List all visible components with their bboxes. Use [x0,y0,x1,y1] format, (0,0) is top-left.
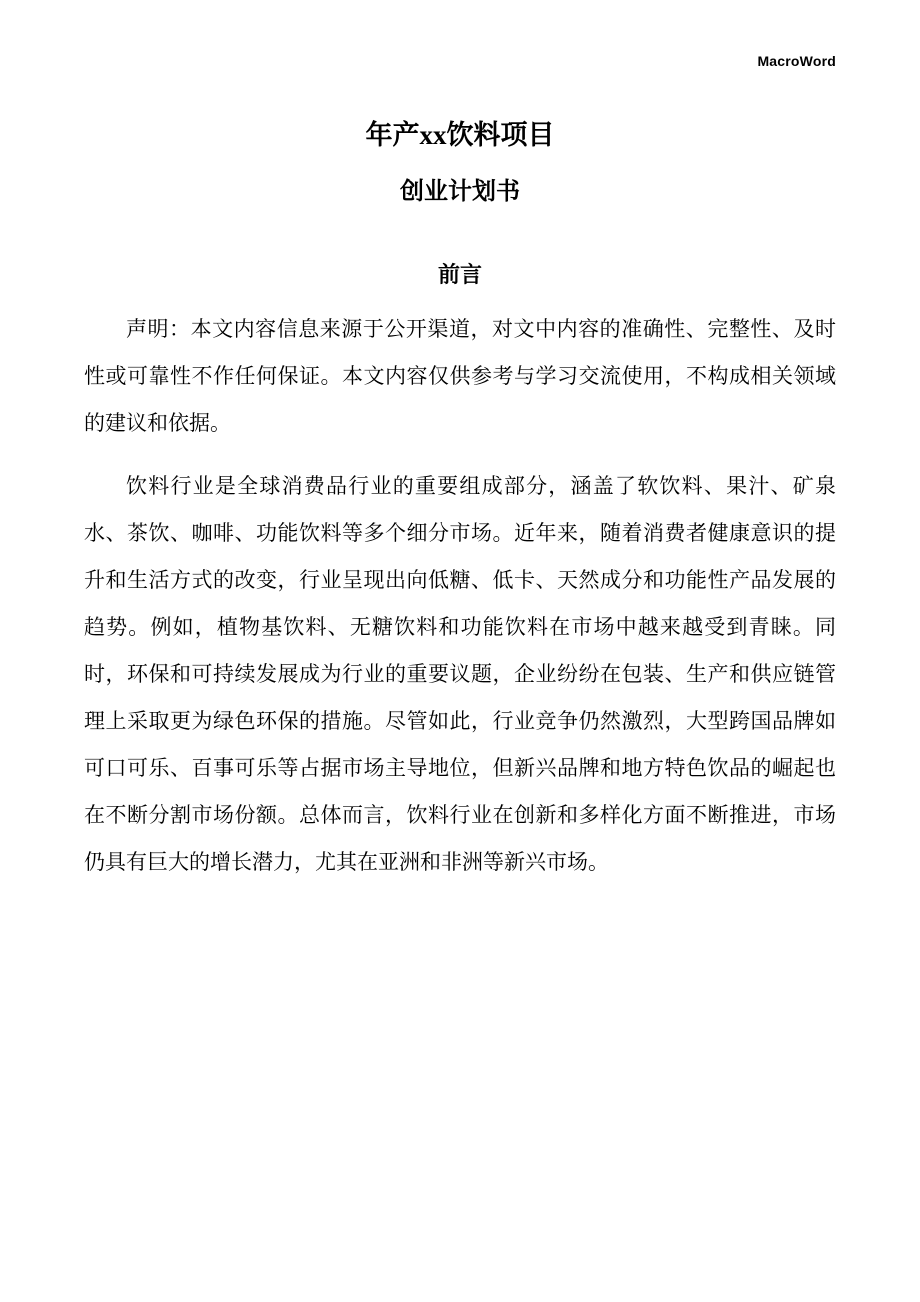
brand-logo-text: MacroWord [757,53,836,69]
paragraph-disclaimer: 声明：本文内容信息来源于公开渠道，对文中内容的准确性、完整性、及时性或可靠性不作任何保证。本文内容仅供参考与学习交流使用，不构成相关领域的建议和依据。 [84,317,836,435]
document-title: 年产xx饮料项目 [365,120,555,150]
section-heading-preface: 前言 [437,262,482,287]
paragraph-industry-overview: 饮料行业是全球消费品行业的重要组成部分，涵盖了软饮料、果汁、矿泉水、茶饮、咖啡、功能饮料等多个细分市场。近年来，随着消费者健康意识的提升和生活方式的改变，行业呈现出向低糖、低卡、天然成分和功能性产品发展的趋势。例如，植物基饮料、无糖饮料和功能饮料在市场中越来越受到青睐。同时，环保和可持续发展成为行业的重要议题，企业纷纷在包装、生产和供应链管理上采取更为绿色环保的措施。尽管如此，行业竞争仍然激烈，大型跨国品牌如可口可乐、百事可乐等占据市场主导地位，但新兴品牌和地方特色饮品的崛起也在不断分割市场份额。总体而言，饮料行业在创新和多样化方面不断推进，市场仍具有巨大的增长潜力，尤其在亚洲和非洲等新兴市场。 [84,474,836,874]
document-body [84,306,836,886]
document-subtitle: 创业计划书 [400,179,520,205]
